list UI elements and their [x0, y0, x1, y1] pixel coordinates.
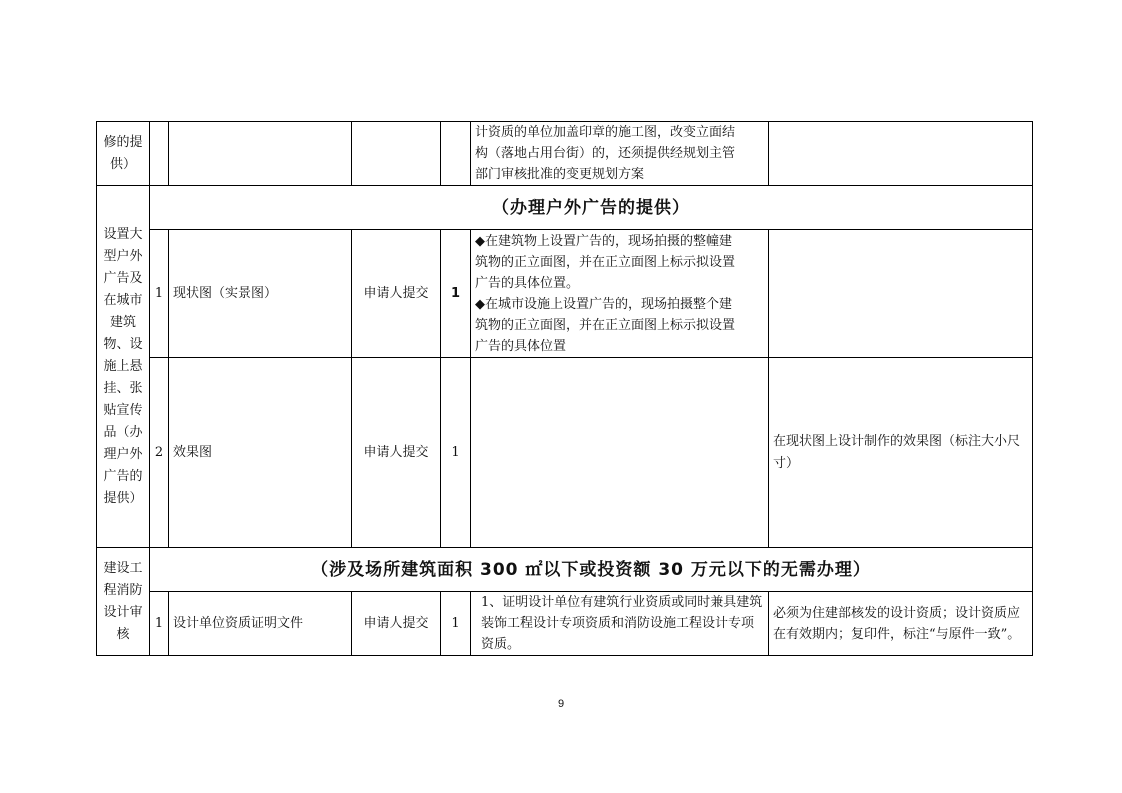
section-title: （办理户外广告的提供） [150, 186, 1033, 230]
table-row [97, 358, 1033, 548]
copies-cell: 1 [441, 592, 471, 656]
source-cell [352, 122, 441, 186]
description-cell [471, 230, 769, 358]
description-line: 筑物的正立面图，并在正立面图上标示拟设置 [475, 254, 736, 270]
description-line: 广告的具体位置 [475, 338, 567, 354]
description-line: 广告的具体位置。 [475, 275, 580, 291]
table-row [97, 122, 1033, 186]
table-row [97, 186, 1033, 230]
table-row [97, 592, 1033, 656]
description-line: 部门审核批准的变更规划方案 [475, 167, 645, 182]
table-row [97, 230, 1033, 358]
material-cell: 效果图 [169, 358, 352, 548]
material-cell: 现状图（实景图） [169, 230, 352, 358]
material-cell [169, 122, 352, 186]
copies-cell: 1 [441, 230, 471, 358]
description-line: 构（落地占用台街）的，还须提供经规划主管 [475, 146, 736, 161]
page-number: 9 [557, 698, 565, 710]
source-cell: 申请人提交 [352, 358, 441, 548]
number-cell [150, 122, 169, 186]
description-cell: 1、证明设计单位有建筑行业资质或同时兼具建筑装饰工程设计专项资质和消防设施工程设计专项资质。 [471, 592, 769, 656]
table-row [97, 548, 1033, 592]
description-line: 筑物的正立面图，并在正立面图上标示拟设置 [475, 317, 736, 333]
copies-cell: 1 [441, 358, 471, 548]
number-cell: 2 [150, 358, 169, 548]
source-cell: 申请人提交 [352, 592, 441, 656]
description-cell [471, 358, 769, 548]
remark-cell [769, 122, 1033, 186]
remark-cell: 必须为住建部核发的设计资质；设计资质应在有效期内；复印件，标注“与原件一致”。 [769, 592, 1033, 656]
remark-cell [769, 230, 1033, 358]
remark-cell: 在现状图上设计制作的效果图（标注大小尺寸） [769, 358, 1033, 548]
copies-cell [441, 122, 471, 186]
category-cell: 修的提供） [97, 122, 150, 186]
description-line: 计资质的单位加盖印章的施工图，改变立面结 [475, 125, 736, 140]
category-cell: 建设工程消防设计审核 [97, 548, 150, 656]
material-cell: 设计单位资质证明文件 [169, 592, 352, 656]
number-cell: 1 [150, 230, 169, 358]
description-line: ◆在建筑物上设置广告的，现场拍摄的整幢建 [475, 233, 732, 249]
number-cell: 1 [150, 592, 169, 656]
source-cell: 申请人提交 [352, 230, 441, 358]
materials-table [96, 121, 1033, 656]
category-cell: 设置大型户外广告及在城市建筑物、设施上悬挂、张贴宣传品（办理户外广告的提供） [97, 186, 150, 548]
section-title: （涉及场所建筑面积 300 ㎡以下或投资额 30 万元以下的无需办理） [150, 548, 1033, 592]
description-line: ◆在城市设施上设置广告的，现场拍摄整个建 [475, 296, 732, 312]
description-cell [471, 122, 769, 186]
